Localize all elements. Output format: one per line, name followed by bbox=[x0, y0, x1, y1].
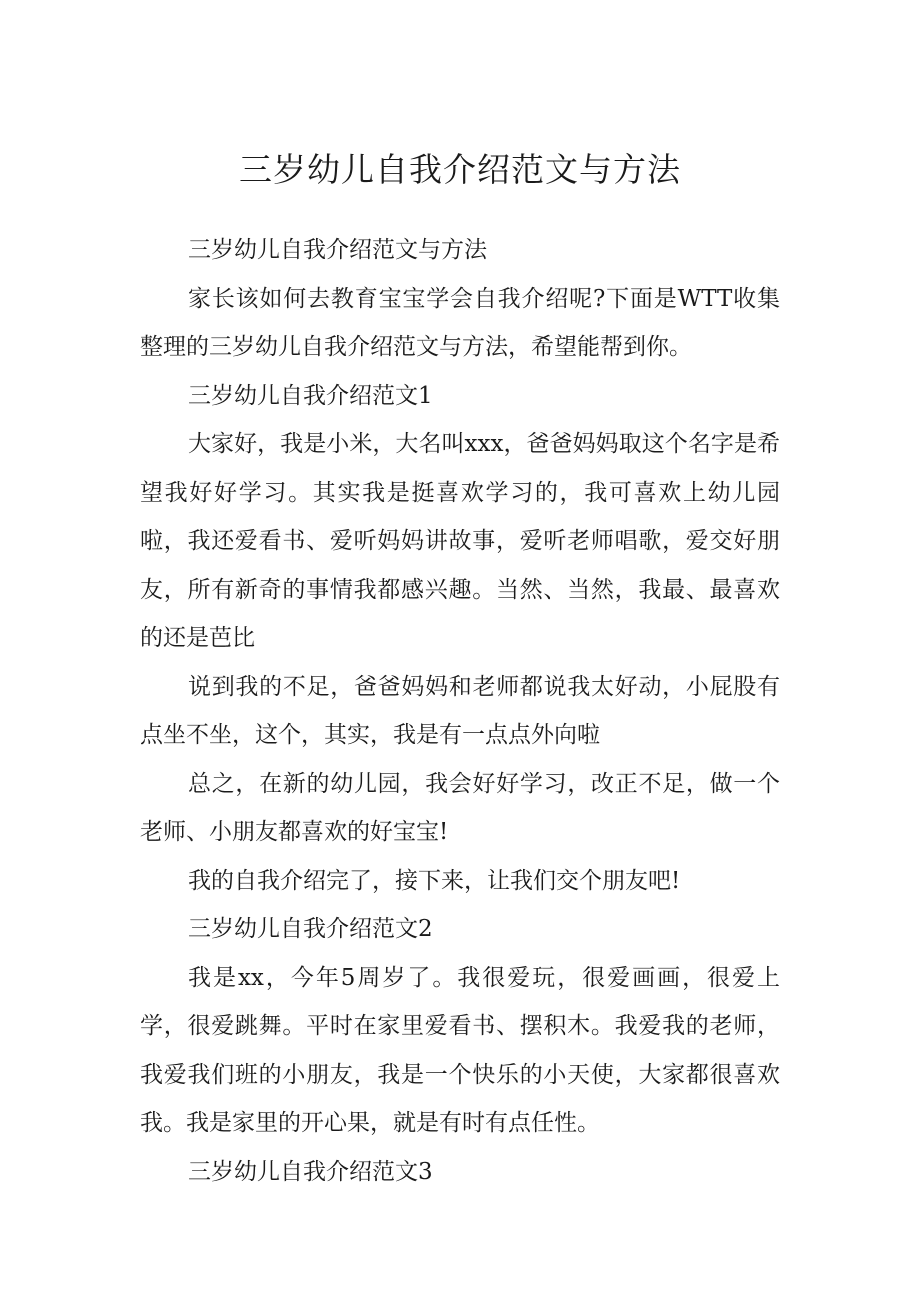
paragraph-subtitle: 三岁幼儿自我介绍范文与方法 bbox=[188, 237, 487, 263]
paragraph-sample-2: 我是xx，今年5周岁了。我很爱玩，很爱画画，很爱上学，很爱跳舞。平时在家里爱看书、摆积木。我爱我的老师，我爱我们班的小朋友，我是一个快乐的小天使，大家都很喜欢我。我是家里的开心果，就是有时有点任性。 bbox=[140, 964, 780, 1136]
paragraph-intro: 家长该如何去教育宝宝学会自我介绍呢?下面是WTT收集整理的三岁幼儿自我介绍范文与方法，希望能帮到你。 bbox=[140, 285, 780, 360]
section-heading-1: 三岁幼儿自我介绍范文1 bbox=[188, 382, 433, 409]
section-heading-3: 三岁幼儿自我介绍范文3 bbox=[188, 1158, 433, 1185]
paragraph-sample-1b: 说到我的不足，爸爸妈妈和老师都说我太好动，小屁股有点坐不坐，这个，其实，我是有一点点外向啦 bbox=[140, 673, 780, 748]
paragraph-sample-1c: 总之，在新的幼儿园，我会好好学习，改正不足，做一个老师、小朋友都喜欢的好宝宝! bbox=[140, 770, 780, 845]
document-body bbox=[140, 226, 780, 1196]
paragraph-sample-1d: 我的自我介绍完了，接下来，让我们交个朋友吧! bbox=[188, 867, 681, 894]
section-heading-2: 三岁幼儿自我介绍范文2 bbox=[188, 916, 433, 942]
paragraph-sample-1a: 大家好，我是小米，大名叫xxx，爸爸妈妈取这个名字是希望我好好学习。其实我是挺喜欢学习的，我可喜欢上幼儿园啦，我还爱看书、爱听妈妈讲故事，爱听老师唱歌，爱交好朋友，所有新奇的事情我都感兴趣。当然、当然，我最、最喜欢的还是芭比 bbox=[140, 431, 780, 651]
document-title: 三岁幼儿自我介绍范文与方法 bbox=[239, 150, 681, 189]
